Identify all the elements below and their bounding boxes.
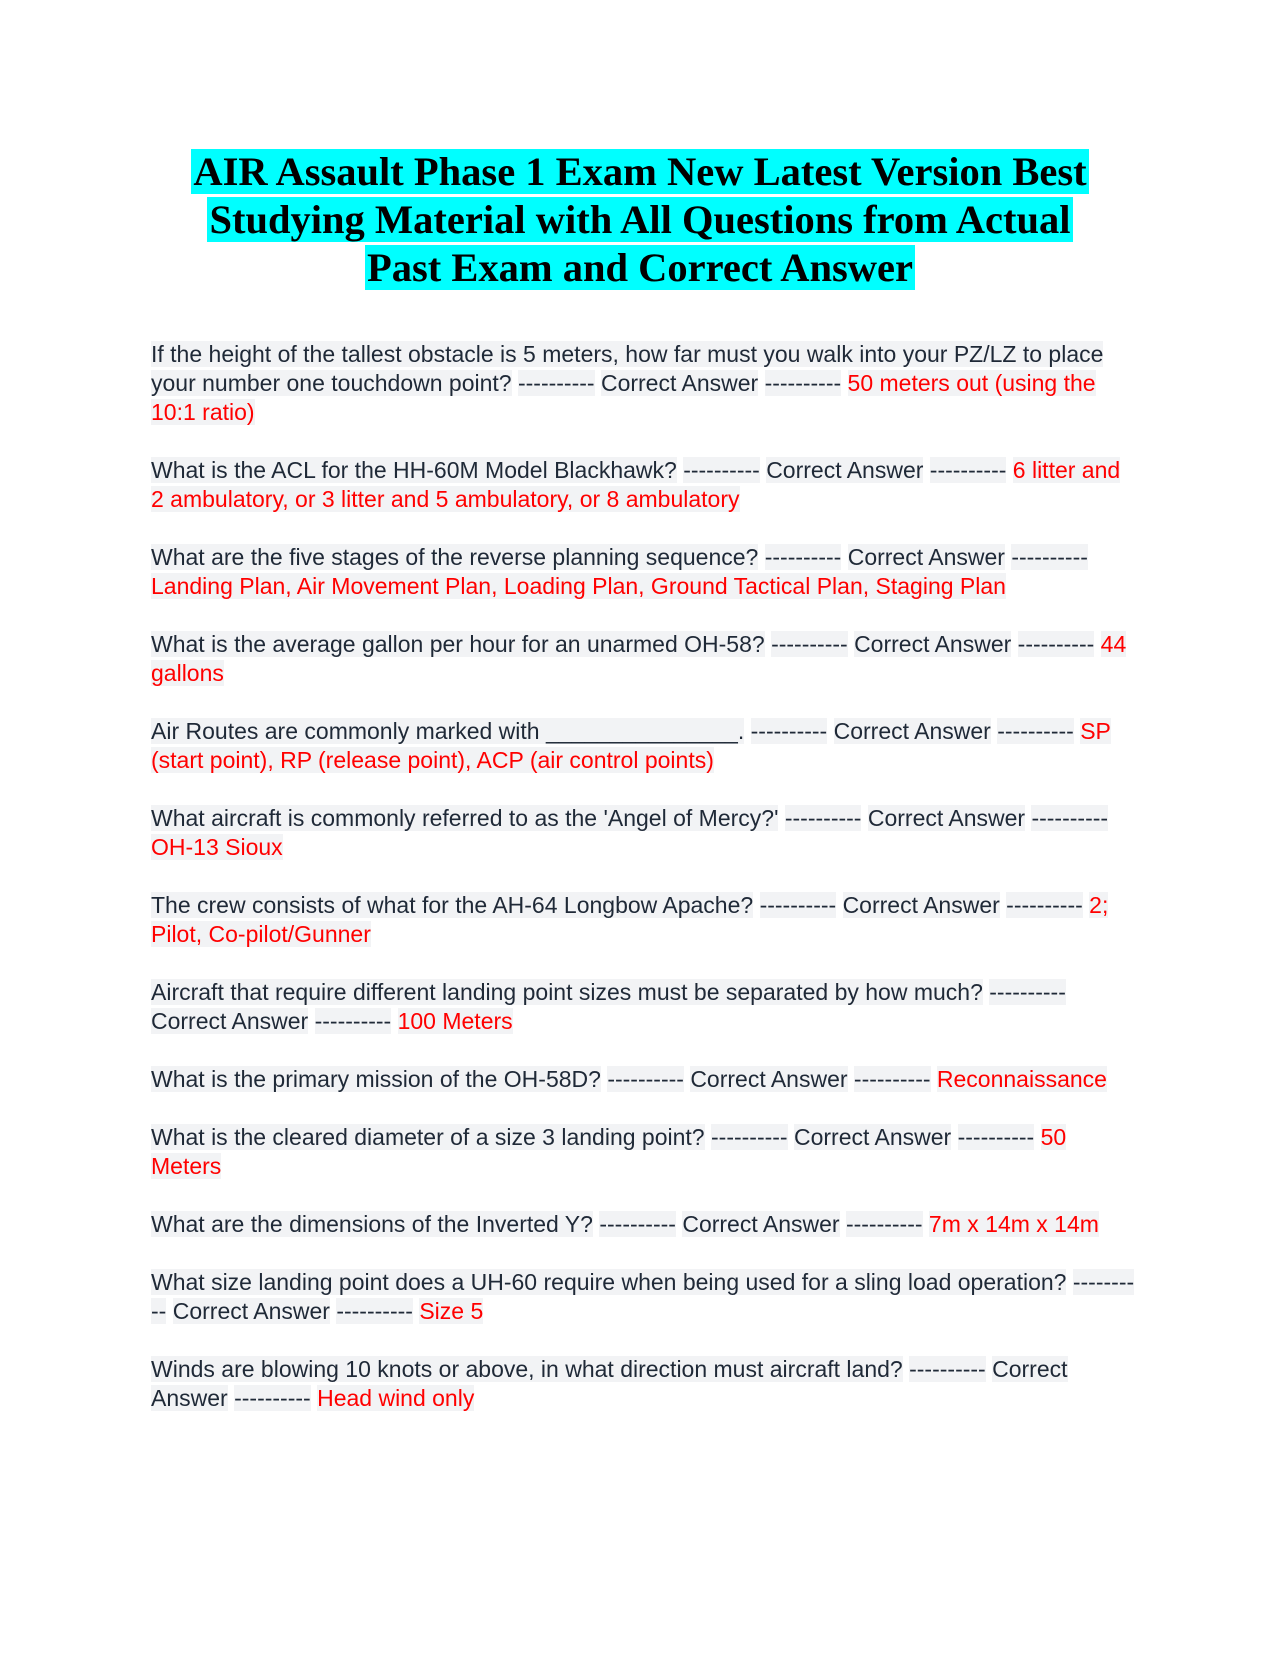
qa-item: [151, 340, 1136, 427]
answer-text: Size 5: [419, 1298, 484, 1324]
title-line-text: Studying Material with All Questions from Actual: [209, 197, 1071, 242]
answer-label: Correct Answer: [867, 805, 1026, 831]
answer-text: 50 Meters: [151, 1124, 1067, 1179]
title-line: [100, 244, 1180, 292]
separator: ----------: [929, 457, 1007, 483]
question-text: Air Routes are commonly marked with _______________.: [151, 718, 745, 744]
title-line: [100, 148, 1180, 196]
qa-item: [151, 456, 1136, 514]
question-answer-list: [151, 340, 1136, 1442]
separator: ----------: [607, 1066, 684, 1092]
separator: ----------: [784, 805, 862, 831]
question-text: What aircraft is commonly referred to as the 'Angel of Mercy?': [151, 805, 779, 831]
separator: ----------: [1011, 544, 1088, 570]
question-text: If the height of the tallest obstacle is 5 meters, how far must you walk into your PZ/LZ to place your number one touchdown point?: [151, 341, 1104, 396]
separator: ----------: [957, 1124, 1035, 1150]
answer-label: Correct Answer: [690, 1066, 848, 1092]
qa-item: [151, 891, 1136, 949]
answer-text: OH-13 Sioux: [151, 834, 283, 860]
answer-text: Reconnaissance: [936, 1066, 1107, 1092]
title-line: [100, 196, 1180, 244]
question-text: What size landing point does a UH-60 require when being used for a sling load operation?: [151, 1269, 1067, 1295]
answer-text: 7m x 14m x 14m: [928, 1211, 1099, 1237]
document-title: [100, 148, 1180, 292]
question-text: What are the dimensions of the Inverted Y?: [151, 1211, 593, 1237]
title-line-text: Past Exam and Correct Answer: [367, 245, 913, 290]
separator: ----------: [771, 631, 848, 657]
question-text: The crew consists of what for the AH-64 Longbow Apache?: [151, 892, 754, 918]
answer-text: 6 litter and 2 ambulatory, or 3 litter and 5 ambulatory, or 8 ambulatory: [151, 457, 1121, 512]
answer-label: Correct Answer: [842, 892, 1000, 918]
answer-label: Correct Answer: [172, 1298, 330, 1324]
separator: ----------: [517, 370, 595, 396]
qa-item: [151, 978, 1136, 1036]
answer-text: 100 Meters: [397, 1008, 513, 1034]
separator: ----------: [997, 718, 1074, 744]
qa-item: [151, 1065, 1136, 1094]
question-text: What are the five stages of the reverse planning sequence?: [151, 544, 759, 570]
question-text: Aircraft that require different landing point sizes must be separated by how much?: [151, 979, 983, 1005]
question-text: Winds are blowing 10 knots or above, in what direction must aircraft land?: [151, 1356, 903, 1382]
separator: ----------: [764, 370, 842, 396]
separator: ----------: [711, 1124, 788, 1150]
answer-text: 44 gallons: [151, 631, 1127, 686]
answer-text: Landing Plan, Air Movement Plan, Loading Plan, Ground Tactical Plan, Staging Plan: [151, 573, 1006, 599]
separator: ----------: [151, 1269, 1135, 1324]
qa-item: [151, 804, 1136, 862]
answer-text: 50 meters out (using the 10:1 ratio): [151, 370, 1096, 425]
qa-item: [151, 630, 1136, 688]
qa-item: [151, 1268, 1136, 1326]
answer-text: 2; Pilot, Co-pilot/Gunner: [151, 892, 1109, 947]
separator: ----------: [989, 979, 1066, 1005]
answer-label: Correct Answer: [854, 631, 1012, 657]
answer-label: Correct Answer: [793, 1124, 952, 1150]
separator: ----------: [683, 457, 760, 483]
separator: ----------: [1017, 631, 1095, 657]
answer-label: Correct Answer: [682, 1211, 840, 1237]
separator: ----------: [845, 1211, 923, 1237]
answer-label: Correct Answer: [151, 1008, 309, 1034]
answer-label: Correct Answer: [847, 544, 1005, 570]
title-line-text: AIR Assault Phase 1 Exam New Latest Version Best: [193, 149, 1087, 194]
qa-item: [151, 1210, 1136, 1239]
separator: ----------: [750, 718, 828, 744]
separator: ----------: [599, 1211, 676, 1237]
question-text: What is the cleared diameter of a size 3 landing point?: [151, 1124, 705, 1150]
separator: ----------: [759, 892, 837, 918]
separator: ----------: [1006, 892, 1083, 918]
answer-text: Head wind only: [317, 1385, 475, 1411]
separator: ----------: [909, 1356, 986, 1382]
separator: ----------: [314, 1008, 392, 1034]
question-text: What is the ACL for the HH-60M Model Blackhawk?: [151, 457, 677, 483]
answer-label: Correct Answer: [600, 370, 759, 396]
separator: ----------: [764, 544, 842, 570]
separator: ----------: [1031, 805, 1109, 831]
answer-label: Correct Answer: [833, 718, 991, 744]
qa-item: [151, 717, 1136, 775]
question-text: What is the average gallon per hour for an unarmed OH-58?: [151, 631, 765, 657]
separator: ----------: [234, 1385, 311, 1411]
answer-label: Correct Answer: [151, 1356, 1068, 1411]
qa-item: [151, 1355, 1136, 1413]
qa-item: [151, 1123, 1136, 1181]
qa-item: [151, 543, 1136, 601]
separator: ----------: [336, 1298, 413, 1324]
answer-text: SP (start point), RP (release point), ACP (air control points): [151, 718, 1111, 773]
answer-label: Correct Answer: [766, 457, 924, 483]
question-text: What is the primary mission of the OH-58D?: [151, 1066, 601, 1092]
separator: ----------: [853, 1066, 931, 1092]
